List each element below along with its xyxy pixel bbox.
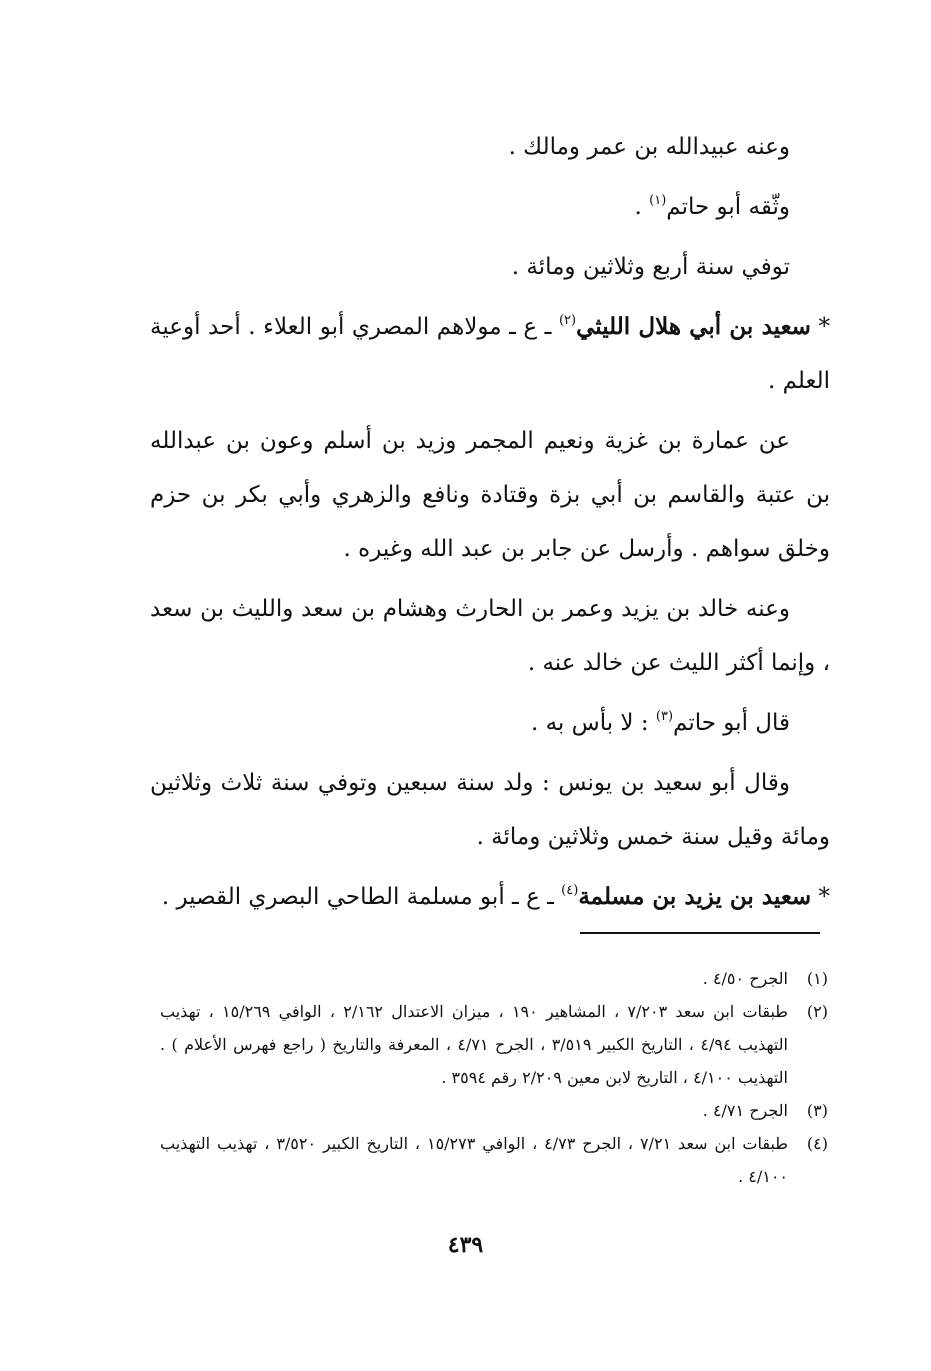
paragraph-3: توفي سنة أربع وثلاثين ومائة .	[511, 254, 790, 280]
entry-1-name: سعيد بن أبي هلال الليثي	[576, 313, 811, 340]
paragraph-1: وعنه عبيدالله بن عمر ومالك .	[508, 134, 790, 160]
paragraph-4: عن عمارة بن غزية ونعيم المجمر وزيد بن أسلم وعون بن عبدالله بن عتبة والقاسم بن أبي بزة وقتادة ونافع والزهري وأبي بكر بن حزم وخلق سواهم . وأرسل عن جابر بن عبد الله وغيره .	[150, 428, 830, 562]
footnote-1	[160, 962, 828, 995]
footnote-divider	[580, 932, 820, 934]
footnote-ref-1[interactable]: (١)	[649, 193, 667, 208]
main-text	[150, 120, 830, 930]
footnotes	[160, 962, 828, 1193]
footnote-number: (٤)	[806, 1134, 828, 1153]
footnote-text: الجرح ٤/٥٠ .	[702, 969, 788, 988]
footnote-ref-4[interactable]: (٤)	[561, 883, 579, 898]
footnote-ref-3[interactable]: (٣)	[655, 709, 674, 724]
paragraph-6	[150, 696, 830, 750]
entry-2-star: *	[811, 884, 830, 910]
entry-2-name: سعيد بن يزيد بن مسلمة	[578, 883, 812, 910]
entry-said-ibn-yazid	[150, 870, 830, 924]
footnote-text: طبقات ابن سعد ٧/٢١ ، الجرح ٤/٧٣ ، الوافي ١٥/٢٧٣ ، التاريخ الكبير ٣/٥٢٠ ، تهذيب التهذيب ٤/١٠٠ .	[160, 1134, 789, 1186]
paragraph-2-text: وثّقه أبو حاتم	[666, 194, 790, 220]
paragraph-2	[150, 180, 830, 234]
entry-2-rest: ـ ع ـ أبو مسلمة الطاحي البصري القصير .	[161, 884, 562, 910]
paragraph-2-end: .	[634, 194, 650, 220]
footnote-text: طبقات ابن سعد ٧/٢٠٣ ، المشاهير ١٩٠ ، ميزان الاعتدال ٢/١٦٢ ، الوافي ١٥/٢٦٩ ، تهذيب التهذيب ٤/٩٤ ، التاريخ الكبير ٣/٥١٩ ، الجرح ٤/٧١ ، المعرفة والتاريخ ( راجع فهرس الأعلام ) . التهذيب ٤/١٠٠ ، التاريخ لابن معين ٢/٢٠٩ رقم ٣٥٩٤ .	[160, 1002, 789, 1087]
footnote-number: (١)	[806, 969, 828, 988]
footnote-number: (٢)	[806, 1002, 828, 1021]
footnote-text: الجرح ٤/٧١ .	[702, 1101, 788, 1120]
footnote-number: (٣)	[806, 1101, 828, 1120]
page-number: ٤٣٩	[447, 1232, 484, 1258]
paragraph-5: وعنه خالد بن يزيد وعمر بن الحارث وهشام بن سعد والليث بن سعد ، وإنما أكثر الليث عن خالد عنه .	[150, 596, 830, 676]
entry-said-ibn-abi-hilal	[150, 300, 830, 408]
footnote-ref-2[interactable]: (٢)	[558, 313, 577, 328]
footnote-4	[160, 1127, 828, 1193]
footnote-2	[160, 995, 828, 1094]
paragraph-6-end: : لا بأس به .	[530, 710, 656, 736]
paragraph-7: وقال أبو سعيد بن يونس : ولد سنة سبعين وتوفي سنة ثلاث وثلاثين ومائة وقيل سنة خمس وثلاثين ومائة .	[150, 770, 830, 850]
entry-1-rest: ـ ع ـ مولاهم المصري أبو العلاء . أحد أوعية العلم .	[150, 314, 830, 394]
paragraph-6-text: قال أبو حاتم	[673, 710, 790, 736]
footnote-3	[160, 1094, 828, 1127]
entry-1-star: *	[810, 314, 830, 340]
